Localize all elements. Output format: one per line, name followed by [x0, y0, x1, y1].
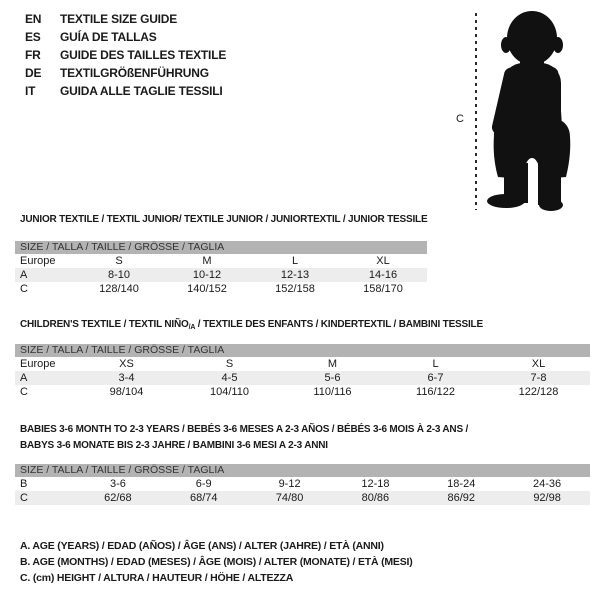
babies-size-table [15, 464, 590, 505]
lang-title: TEXTILGRÖßENFÜHRUNG [60, 66, 209, 80]
row-label: C [20, 283, 28, 295]
junior-size-table [15, 241, 427, 296]
height-cell: 62/68 [104, 492, 132, 504]
size-cell: M [202, 255, 212, 267]
lang-title: GUÍA DE TALLAS [60, 30, 157, 44]
height-cell: 158/170 [363, 283, 403, 295]
lang-code: IT [25, 84, 36, 98]
baby-silhouette-icon [450, 5, 590, 215]
row-label: Europe [20, 358, 56, 370]
age-cell: 12-18 [361, 478, 390, 490]
age-cell: 6-9 [195, 478, 212, 490]
row-label: C [20, 386, 28, 398]
lang-row-it [25, 82, 226, 100]
age-cell: 12-13 [280, 269, 310, 281]
row-label: A [20, 269, 28, 281]
baby-height-figure [450, 5, 590, 215]
table-row-age [15, 268, 427, 282]
lang-code: EN [25, 12, 42, 26]
size-cell: XL [376, 255, 390, 267]
title-line-2: BABYS 3-6 MONATE BIS 2-3 JAHRE / BAMBINI 3-6 MESI A 2-3 ANNI [20, 440, 328, 451]
table-row-height [15, 385, 590, 399]
age-cell: 18-24 [447, 478, 476, 490]
size-cell: L [432, 358, 439, 370]
table-row-age [15, 371, 590, 385]
title-line-1: BABIES 3-6 MONTH TO 2-3 YEARS / BEBÉS 3-6 MESES A 2-3 AÑOS / BÉBÉS 3-6 MOIS À 2-3 ANS / [20, 424, 469, 435]
lang-title: GUIDE DES TAILLES TEXTILE [60, 48, 227, 62]
height-cell: 152/158 [275, 283, 315, 295]
size-cell: XS [119, 358, 134, 370]
size-cell: S [225, 358, 234, 370]
title-part: / TEXTILE DES ENFANTS / KINDERTEXTIL / BAMBINI TESSILE [195, 319, 483, 330]
lang-code: ES [25, 30, 41, 44]
legend-line-b: B. AGE (MONTHS) / EDAD (MESES) / ÂGE (MOIS) / ALTER (MONATE) / ETÀ (MESI) [20, 556, 413, 568]
lang-code: FR [25, 48, 41, 62]
height-cell: 110/116 [313, 386, 352, 398]
title-part: CHILDREN'S TEXTILE / TEXTIL NIÑO [20, 319, 189, 330]
size-header-bar: SIZE / TALLA / TAILLE / GRÖSSE / TAGLIA [15, 344, 590, 357]
size-cell: S [115, 255, 123, 267]
age-cell: 7-8 [530, 372, 547, 384]
row-label: Europe [20, 255, 56, 267]
junior-table-title: JUNIOR TEXTILE / TEXTIL JUNIOR/ TEXTILE JUNIOR / JUNIORTEXTIL / JUNIOR TESSILE [20, 214, 428, 225]
lang-row-es [25, 28, 226, 46]
legend-line-a: A. AGE (YEARS) / EDAD (AÑOS) / ÂGE (ANS) / ALTER (JAHRE) / ETÀ (ANNI) [20, 540, 384, 552]
lang-code: DE [25, 66, 42, 80]
row-label: A [20, 372, 28, 384]
legend-line-c: C. (cm) HEIGHT / ALTURA / HAUTEUR / HÖHE / ALTEZZA [20, 572, 294, 584]
lang-title: TEXTILE SIZE GUIDE [60, 12, 178, 26]
lang-row-en [25, 10, 226, 28]
table-row-height [15, 282, 427, 296]
size-cell: M [327, 358, 338, 370]
row-label: C [20, 492, 28, 504]
lang-title: GUIDA ALLE TAGLIE TESSILI [60, 84, 223, 98]
size-cell: L [291, 255, 299, 267]
height-cell: 104/110 [210, 386, 249, 398]
height-cell: 74/80 [275, 492, 304, 504]
table-row-age-months [15, 477, 590, 491]
legend [20, 538, 413, 586]
height-cell: 86/92 [447, 492, 475, 504]
age-cell: 6-7 [427, 372, 444, 384]
age-cell: 10-12 [192, 269, 222, 281]
children-size-table [15, 344, 590, 399]
height-cell: 116/122 [416, 386, 455, 398]
height-cell: 128/140 [99, 283, 139, 295]
age-cell: 3-6 [109, 478, 126, 490]
height-cell: 92/98 [533, 492, 561, 504]
table-row-height [15, 491, 590, 505]
lang-row-de [25, 64, 226, 82]
toddler-silhouette [487, 11, 570, 211]
table-row-europe [15, 254, 427, 268]
title-subscript: /A [188, 324, 196, 331]
age-cell: 5-6 [324, 372, 341, 384]
age-cell: 24-36 [533, 478, 562, 490]
size-header-bar: SIZE / TALLA / TAILLE / GRÖSSE / TAGLIA [15, 464, 590, 477]
children-table-title [20, 319, 483, 331]
age-cell: 8-10 [107, 269, 131, 281]
lang-row-fr [25, 46, 226, 64]
height-cell: 80/86 [361, 492, 390, 504]
age-cell: 4-5 [221, 372, 238, 384]
height-cell: 98/104 [109, 386, 144, 398]
age-cell: 9-12 [278, 478, 301, 490]
size-header-bar: SIZE / TALLA / TAILLE / GRÖSSE / TAGLIA [15, 241, 427, 254]
height-cell: 140/152 [187, 283, 227, 295]
height-label: C [456, 113, 464, 125]
language-title-list [25, 10, 226, 100]
age-cell: 14-16 [368, 269, 398, 281]
size-cell: XL [531, 358, 546, 370]
table-row-europe [15, 357, 590, 371]
age-cell: 3-4 [118, 372, 135, 384]
height-cell: 122/128 [518, 386, 559, 398]
babies-table-title [20, 422, 468, 454]
height-cell: 68/74 [189, 492, 218, 504]
row-label: B [20, 478, 28, 490]
